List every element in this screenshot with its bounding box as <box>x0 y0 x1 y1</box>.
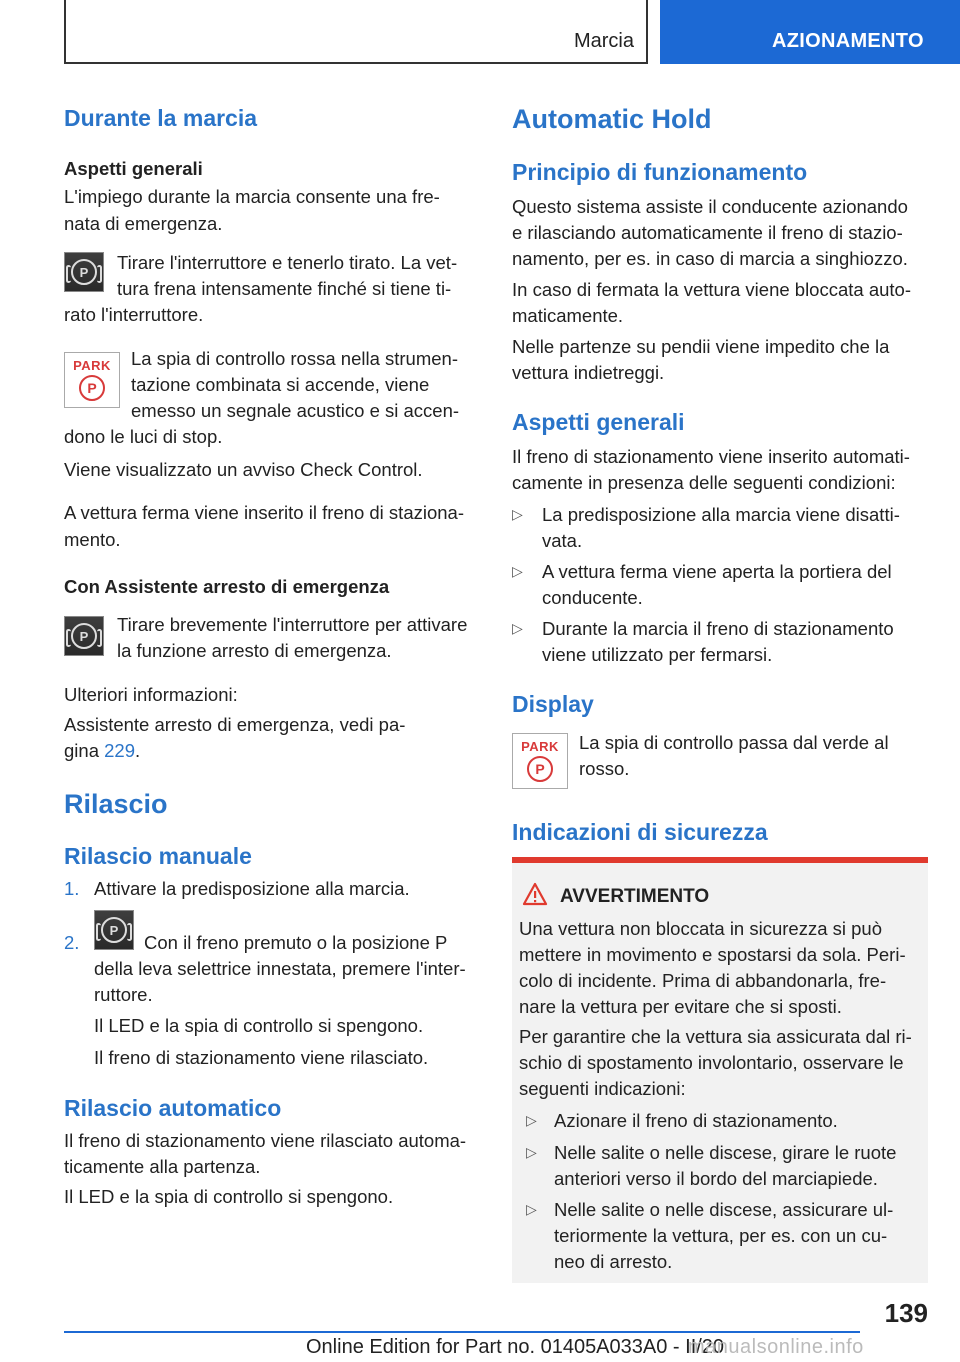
section-title-durante: Durante la marcia <box>64 105 258 131</box>
bullet-triangle-icon: ▷ <box>512 620 523 636</box>
slope-text-2: vettura indietreggi. <box>512 362 665 383</box>
slope-text-1: Nelle partenze su pendii viene impedito che la <box>512 336 890 357</box>
bullet-triangle-icon: ▷ <box>526 1144 537 1160</box>
condition-2-text-2: conducente. <box>542 587 643 608</box>
bullet-triangle-icon: ▷ <box>526 1112 537 1128</box>
parking-brake-switch-icon: P <box>64 616 104 656</box>
warning-bullet-2-line-2: anteriori verso il bordo del marciapiede. <box>554 1168 878 1189</box>
warning-text-4: nare la vettura per evitare che si sposti. <box>519 996 842 1017</box>
header-chapter-tab <box>660 0 960 64</box>
display-text-2: rosso. <box>579 758 630 779</box>
auto-release-title: Rilascio automatico <box>64 1095 282 1121</box>
warning-text-6: schio di spostamento involontario, osservare le <box>519 1052 904 1073</box>
automatic-hold-title: Automatic Hold <box>512 104 712 134</box>
auto-text-2: ticamente alla partenza. <box>64 1156 261 1177</box>
check-control-text: Viene visualizzato un avviso Check Control. <box>64 459 423 480</box>
warning-bullet-3-line-1: Nelle salite o nelle discese, assicurare ul- <box>554 1199 894 1220</box>
step-number: 2. <box>64 932 80 953</box>
assist-text-2: la funzione arresto di emergenza. <box>117 640 392 661</box>
safety-title: Indicazioni di sicurezza <box>512 819 768 845</box>
watermark: manualsonline.info <box>688 1336 864 1358</box>
bullet-triangle-icon: ▷ <box>526 1201 537 1217</box>
warning-bullet-1: Azionare il freno di stazionamento. <box>554 1110 838 1131</box>
warning-bullet-3-line-3: neo di arresto. <box>554 1251 673 1272</box>
header-section-box <box>64 0 648 64</box>
general-text-1: L'impiego durante la marcia consente una fre- <box>64 186 440 207</box>
warning-bullet-2-line-1: Nelle salite o nelle discese, girare le ruote <box>554 1142 897 1163</box>
condition-1-text-2: vata. <box>542 530 583 551</box>
footer-divider <box>64 1331 860 1333</box>
page-reference-link[interactable]: 229 <box>104 740 135 761</box>
general-title-right: Aspetti generali <box>512 409 685 435</box>
warning-bullet-3-line-2: teriormente la vettura, per es. con un cu- <box>554 1225 888 1246</box>
warning-text-2: mettere in movimento e spostarsi da sola. Peri- <box>519 944 906 965</box>
principle-text-1: Questo sistema assiste il conducente azionando <box>512 196 908 217</box>
warning-text-3: colo di incidente. Prima di abbandonarla, fre- <box>519 970 887 991</box>
general-right-text-2: camente in presenza delle seguenti condizioni: <box>512 472 896 493</box>
parking-brake-switch-icon: P <box>64 252 104 292</box>
bullet-triangle-icon: ▷ <box>512 506 523 522</box>
step-1-text: Attivare la predisposizione alla marcia. <box>94 878 410 899</box>
general-heading: Aspetti generali <box>64 158 203 179</box>
principle-title: Principio di funzionamento <box>512 159 808 185</box>
principle-text-2: e rilasciando automaticamente il freno di stazio- <box>512 222 903 243</box>
reference-text-1: Assistente arresto di emergenza, vedi pa- <box>64 714 406 735</box>
step-2-text-2: della leva selettrice innestata, premere l'inter- <box>94 958 466 979</box>
standstill-text-1: A vettura ferma viene inserito il freno di staziona- <box>64 502 464 523</box>
assist-heading: Con Assistente arresto di emergenza <box>64 576 390 597</box>
condition-2-text-1: A vettura ferma viene aperta la portiera del <box>542 561 892 582</box>
park-warning-lamp-icon: PARK P <box>64 352 120 408</box>
step-2-text-5: Il freno di stazionamento viene rilasciato. <box>94 1047 429 1068</box>
warning-triangle-icon <box>522 882 548 906</box>
standstill-text-2: mento. <box>64 529 121 550</box>
release-title: Rilascio <box>64 789 168 819</box>
condition-3-text-2: viene utilizzato per fermarsi. <box>542 644 773 665</box>
display-title: Display <box>512 691 594 717</box>
pull-text-1: Tirare l'interruttore e tenerlo tirato. La vet- <box>117 252 458 273</box>
warning-text-5: Per garantire che la vettura sia assicurata dal ri- <box>519 1026 912 1047</box>
pull-text-3: rato l'interruttore. <box>64 304 204 325</box>
warning-label: AVVERTIMENTO <box>560 886 710 907</box>
stop-text-1: In caso di fermata la vettura viene bloccata auto- <box>512 279 911 300</box>
auto-text-3: Il LED e la spia di controllo si spengono. <box>64 1186 394 1207</box>
general-right-text-1: Il freno di stazionamento viene inserito automati- <box>512 446 910 467</box>
manual-release-title: Rilascio manuale <box>64 843 252 869</box>
lamp-text-2: tazione combinata si accende, viene <box>131 374 430 395</box>
warning-text-1: Una vettura non bloccata in sicurezza si può <box>519 918 883 939</box>
step-2-text-1: Con il freno premuto o la posizione P <box>144 932 448 953</box>
edition-text: Online Edition for Part no. 01405A033A0 - II/20 <box>306 1336 725 1358</box>
warning-text-7: seguenti indicazioni: <box>519 1078 686 1099</box>
lamp-text-3: emesso un segnale acustico e si accen- <box>131 400 460 421</box>
bullet-triangle-icon: ▷ <box>512 563 523 579</box>
header-section-label: Marcia <box>573 30 634 52</box>
general-text-2: nata di emergenza. <box>64 213 223 234</box>
step-number: 1. <box>64 878 80 899</box>
page-number: 139 <box>884 1298 928 1328</box>
condition-3-text-1: Durante la marcia il freno di stazionamento <box>542 618 894 639</box>
step-2-text-3: ruttore. <box>94 984 153 1005</box>
step-2-text-4: Il LED e la spia di controllo si spengono. <box>94 1015 424 1036</box>
lamp-text-1: La spia di controllo rossa nella strumen- <box>131 348 458 369</box>
condition-1-text-1: La predisposizione alla marcia viene disatti- <box>542 504 900 525</box>
assist-text-1: Tirare brevemente l'interruttore per attivare <box>117 614 468 635</box>
park-warning-lamp-icon: PARK P <box>512 733 568 789</box>
pull-text-2: tura frena intensamente finché si tiene ti- <box>117 278 452 299</box>
stop-text-2: maticamente. <box>512 305 624 326</box>
parking-brake-switch-icon: P <box>94 910 134 950</box>
auto-text-1: Il freno di stazionamento viene rilasciato automa- <box>64 1130 467 1151</box>
reference-text-2: gina 229. <box>64 740 141 761</box>
principle-text-3: namento, per es. in caso di marcia a singhiozzo. <box>512 248 908 269</box>
more-info-label: Ulteriori informazioni: <box>64 684 238 705</box>
display-text-1: La spia di controllo passa dal verde al <box>579 732 889 753</box>
header-chapter-label: AZIONAMENTO <box>772 30 924 52</box>
lamp-text-4: dono le luci di stop. <box>64 426 223 447</box>
